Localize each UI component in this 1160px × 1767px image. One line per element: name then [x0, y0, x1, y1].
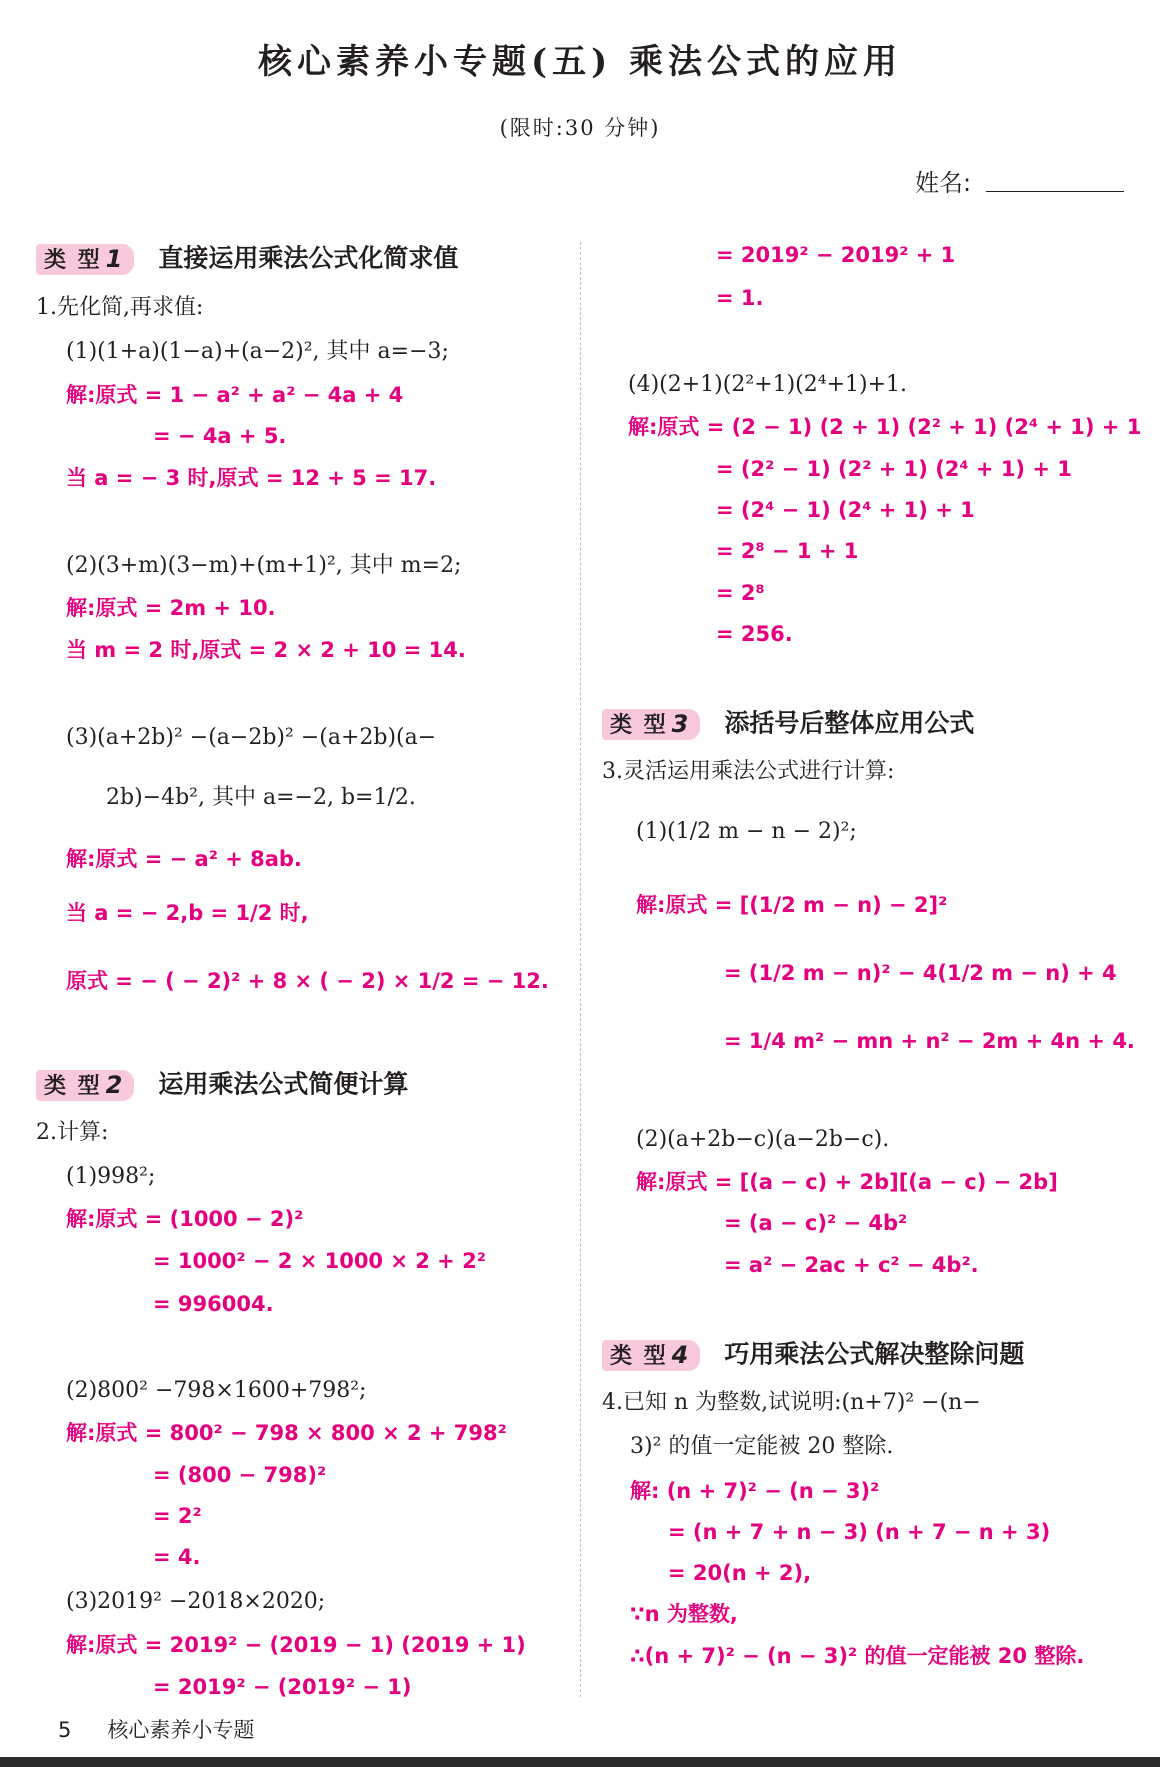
answer-line: = 2² [153, 1504, 202, 1528]
question-1-3-cont: 2b)−4b², 其中 a=−2, b=1/2. [106, 785, 416, 810]
answer-line: = (2⁴ − 1) (2⁴ + 1) + 1 [716, 498, 975, 522]
answer-line: = (a − c)² − 4b² [724, 1211, 908, 1235]
answer-line: = 1/4 m² − mn + n² − 2m + 4n + 4. [724, 1029, 1135, 1053]
page-title: 核心素养小专题(五) 乘法公式的应用 [257, 42, 902, 82]
answer-line: = 20(n + 2), [668, 1561, 812, 1585]
answer-line: 解:原式 = − a² + 8ab. [66, 847, 302, 871]
name-label: 姓名: [915, 169, 972, 197]
question-3-2: (2)(a+2b−c)(a−2b−c). [636, 1127, 890, 1152]
section-heading-2: 类 型 2 运用乘法公式简便计算 [36, 1070, 408, 1101]
question-3: 3.灵活运用乘法公式进行计算: [602, 759, 895, 784]
question-2-4: (4)(2+1)(2²+1)(2⁴+1)+1. [628, 372, 908, 397]
answer-line: 解:原式 = 1 − a² + a² − 4a + 4 [66, 383, 404, 407]
page-footer [58, 1714, 290, 1744]
answer-line: 当 a = − 3 时,原式 = 12 + 5 = 17. [66, 466, 437, 490]
answer-line: 解:原式 = [(a − c) + 2b][(a − c) − 2b] [636, 1170, 1058, 1194]
page-number: 5 [58, 1718, 72, 1742]
question-2: 2.计算: [36, 1120, 109, 1145]
question-1-2: (2)(3+m)(3−m)+(m+1)², 其中 m=2; [66, 553, 462, 578]
answer-line: = 4. [153, 1545, 201, 1569]
question-2-1: (1)998²; [66, 1164, 156, 1189]
answer-line: = (2² − 1) (2² + 1) (2⁴ + 1) + 1 [716, 457, 1072, 481]
question-3-1: (1)(1/2 m − n − 2)²; [636, 819, 857, 844]
answer-line: 解:原式 = 800² − 798 × 800 × 2 + 798² [66, 1421, 507, 1445]
answer-line: 解:原式 = 2019² − (2019 − 1) (2019 + 1) [66, 1633, 526, 1657]
type-badge-2: 类 型 2 [36, 1070, 134, 1101]
answer-line: = (n + 7 + n − 3) (n + 7 − n + 3) [668, 1520, 1051, 1544]
answer-line: = 996004. [153, 1292, 274, 1316]
answer-line: 原式 = − ( − 2)² + 8 × ( − 2) × 1/2 = − 12. [66, 969, 549, 993]
footer-label: 核心素养小专题 [107, 1718, 255, 1742]
question-1-1: (1)(1+a)(1−a)+(a−2)², 其中 a=−3; [66, 339, 449, 364]
answer-line: 当 m = 2 时,原式 = 2 × 2 + 10 = 14. [66, 638, 466, 662]
question-4: 4.已知 n 为整数,试说明:(n+7)² −(n− [602, 1390, 981, 1415]
answer-line: = 2⁸ − 1 + 1 [716, 539, 859, 563]
answer-line: 解: (n + 7)² − (n − 3)² [630, 1479, 880, 1503]
type-badge-1: 类 型 1 [36, 244, 134, 275]
answer-line: = − 4a + 5. [153, 424, 287, 448]
answer-line: 解:原式 = 2m + 10. [66, 596, 276, 620]
name-input-line[interactable] [986, 191, 1124, 192]
answer-line: = (1/2 m − n)² − 4(1/2 m − n) + 4 [724, 961, 1117, 985]
answer-line: = 2019² − (2019² − 1) [153, 1675, 412, 1699]
question-2-2: (2)800² −798×1600+798²; [66, 1378, 367, 1403]
question-1: 1.先化简,再求值: [36, 295, 204, 320]
answer-line: = 256. [716, 622, 793, 646]
answer-line: = a² − 2ac + c² − 4b². [724, 1253, 979, 1277]
answer-line: ∴(n + 7)² − (n − 3)² 的值一定能被 20 整除. [630, 1644, 1085, 1668]
answer-line: = 2019² − 2019² + 1 [716, 243, 956, 267]
type-badge-3: 类 型 3 [602, 709, 700, 740]
bottom-bar [0, 1757, 1160, 1767]
section-heading-3: 类 型 3 添括号后整体应用公式 [602, 709, 974, 740]
type-badge-4: 类 型 4 [602, 1340, 700, 1371]
question-4-cont: 3)² 的值一定能被 20 整除. [630, 1434, 894, 1459]
section-heading-1: 类 型 1 直接运用乘法公式化简求值 [36, 244, 458, 275]
question-1-3: (3)(a+2b)² −(a−2b)² −(a+2b)(a− [66, 725, 437, 750]
answer-line: 当 a = − 2,b = 1/2 时, [66, 901, 309, 925]
answer-line: ∵n 为整数, [630, 1602, 738, 1626]
answer-line: 解:原式 = [(1/2 m − n) − 2]² [636, 893, 948, 917]
answer-line: = 2⁸ [716, 581, 765, 605]
answer-line: 解:原式 = (2 − 1) (2 + 1) (2² + 1) (2⁴ + 1) + 1 [628, 415, 1142, 439]
column-divider [580, 242, 581, 1697]
time-limit: (限时:30 分钟) [499, 116, 661, 140]
section-heading-4: 类 型 4 巧用乘法公式解决整除问题 [602, 1340, 1024, 1371]
answer-line: = 1. [716, 286, 764, 310]
answer-line: 解:原式 = (1000 − 2)² [66, 1207, 304, 1231]
answer-line: = (800 − 798)² [153, 1463, 327, 1487]
question-2-3: (3)2019² −2018×2020; [66, 1589, 326, 1614]
answer-line: = 1000² − 2 × 1000 × 2 + 2² [153, 1249, 486, 1273]
